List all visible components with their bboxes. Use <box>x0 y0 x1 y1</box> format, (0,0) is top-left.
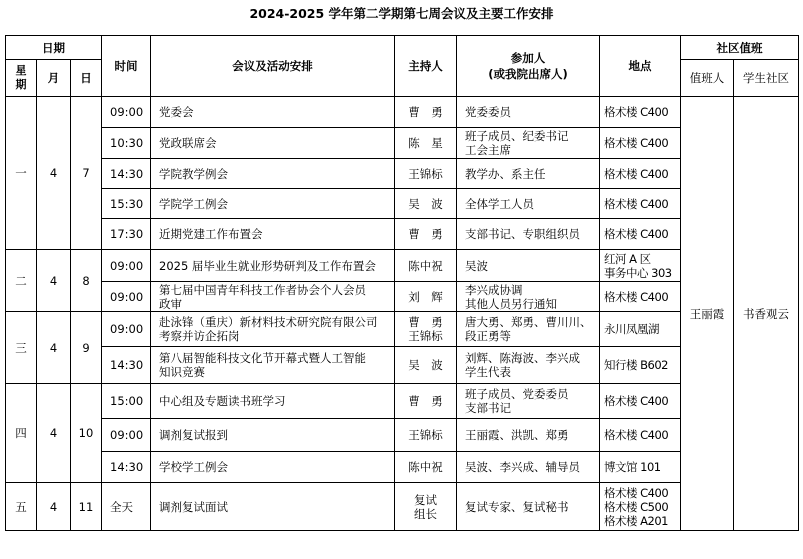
date-weekday: 四 <box>6 384 37 483</box>
host-cell: 曹 勇 <box>395 97 457 128</box>
time-cell: 14:30 <box>102 159 151 189</box>
host-cell: 复试 组长 <box>395 483 457 531</box>
time-cell: 09:00 <box>102 97 151 128</box>
location-cell: 格术楼 C400 <box>600 282 681 312</box>
participants-cell: 刘辉、陈海波、李兴成 学生代表 <box>457 347 600 384</box>
participants-cell: 唐大勇、郑勇、曹川川、 段正勇等 <box>457 312 600 347</box>
header-time: 时间 <box>102 36 151 97</box>
date-weekday: 三 <box>6 312 37 384</box>
header-duty: 值班人 <box>681 60 734 97</box>
location-cell: 格术楼 C400 <box>600 419 681 452</box>
time-cell: 17:30 <box>102 219 151 250</box>
host-cell: 王锦标 <box>395 419 457 452</box>
host-cell: 陈中祝 <box>395 250 457 282</box>
host-cell: 王锦标 <box>395 159 457 189</box>
date-day: 8 <box>71 250 102 312</box>
table-row <box>6 189 799 219</box>
time-cell: 15:30 <box>102 189 151 219</box>
table-row <box>6 347 799 384</box>
event-cell: 学院学工例会 <box>151 189 395 219</box>
event-cell: 中心组及专题读书班学习 <box>151 384 395 419</box>
date-weekday: 二 <box>6 250 37 312</box>
location-cell: 格术楼 C400 格术楼 C500 格术楼 A201 <box>600 483 681 531</box>
location-cell: 知行楼 B602 <box>600 347 681 384</box>
time-cell: 09:00 <box>102 282 151 312</box>
time-cell: 09:00 <box>102 250 151 282</box>
location-cell: 格术楼 C400 <box>600 384 681 419</box>
time-cell: 全天 <box>102 483 151 531</box>
date-month: 4 <box>37 312 71 384</box>
schedule-table <box>5 35 799 531</box>
table-row <box>6 312 799 347</box>
location-cell: 格术楼 C400 <box>600 189 681 219</box>
header-event: 会议及活动安排 <box>151 36 395 97</box>
event-cell: 学校学工例会 <box>151 452 395 483</box>
header-weekday: 星期 <box>6 60 37 97</box>
student-community-cell: 书香观云 <box>734 97 799 531</box>
location-cell: 格术楼 C400 <box>600 128 681 159</box>
event-cell: 第七届中国青年科技工作者协会个人会员 政审 <box>151 282 395 312</box>
participants-cell: 吴波 <box>457 250 600 282</box>
date-day: 9 <box>71 312 102 384</box>
host-cell: 曹 勇 <box>395 384 457 419</box>
host-cell: 刘 辉 <box>395 282 457 312</box>
header-participants-line2: (或我院出席人) <box>488 67 568 81</box>
participants-cell: 班子成员、纪委书记 工会主席 <box>457 128 600 159</box>
page-title: 2024-2025 学年第二学期第七周会议及主要工作安排 <box>249 6 554 21</box>
header-month: 月 <box>37 60 71 97</box>
time-cell: 10:30 <box>102 128 151 159</box>
header-community: 社区值班 <box>681 36 799 60</box>
participants-cell: 党委委员 <box>457 97 600 128</box>
participants-cell: 支部书记、专职组织员 <box>457 219 600 250</box>
event-cell: 第八届智能科技文化节开幕式暨人工智能 知识竞赛 <box>151 347 395 384</box>
participants-cell: 李兴成协调 其他人员另行通知 <box>457 282 600 312</box>
host-cell: 陈中祝 <box>395 452 457 483</box>
table-row <box>6 219 799 250</box>
table-row <box>6 384 799 419</box>
event-cell: 调剂复试报到 <box>151 419 395 452</box>
participants-cell: 全体学工人员 <box>457 189 600 219</box>
date-month: 4 <box>37 384 71 483</box>
location-cell: 格术楼 C400 <box>600 219 681 250</box>
event-cell: 学院教学例会 <box>151 159 395 189</box>
event-cell: 调剂复试面试 <box>151 483 395 531</box>
date-day: 10 <box>71 384 102 483</box>
host-cell: 陈 星 <box>395 128 457 159</box>
location-cell: 红河 A 区 事务中心 303 <box>600 250 681 282</box>
participants-cell: 教学办、系主任 <box>457 159 600 189</box>
host-cell: 吴 波 <box>395 189 457 219</box>
event-cell: 党政联席会 <box>151 128 395 159</box>
participants-cell: 复试专家、复试秘书 <box>457 483 600 531</box>
time-cell: 14:30 <box>102 452 151 483</box>
header-day: 日 <box>71 60 102 97</box>
schedule-body <box>6 97 799 531</box>
table-row <box>6 97 799 128</box>
table-row <box>6 250 799 282</box>
table-row <box>6 282 799 312</box>
duty-cell: 王丽霞 <box>681 97 734 531</box>
location-cell: 格术楼 C400 <box>600 159 681 189</box>
header-host: 主持人 <box>395 36 457 97</box>
participants-cell: 吴波、李兴成、辅导员 <box>457 452 600 483</box>
host-cell: 曹 勇 王锦标 <box>395 312 457 347</box>
date-month: 4 <box>37 250 71 312</box>
date-month: 4 <box>37 483 71 531</box>
event-cell: 2025 届毕业生就业形势研判及工作布置会 <box>151 250 395 282</box>
location-cell: 格术楼 C400 <box>600 97 681 128</box>
participants-cell: 班子成员、党委委员 支部书记 <box>457 384 600 419</box>
header-location: 地点 <box>600 36 681 97</box>
host-cell: 吴 波 <box>395 347 457 384</box>
header-participants-line1: 参加人 <box>510 51 546 65</box>
table-row <box>6 452 799 483</box>
event-cell: 赴泳锋（重庆）新材料技术研究院有限公司 考察并访企拓岗 <box>151 312 395 347</box>
time-cell: 09:00 <box>102 419 151 452</box>
time-cell: 15:00 <box>102 384 151 419</box>
event-cell: 近期党建工作布置会 <box>151 219 395 250</box>
time-cell: 09:00 <box>102 312 151 347</box>
table-row <box>6 483 799 531</box>
date-day: 11 <box>71 483 102 531</box>
table-row <box>6 419 799 452</box>
location-cell: 永川凤凰湖 <box>600 312 681 347</box>
participants-cell: 王丽霞、洪凯、郑勇 <box>457 419 600 452</box>
table-row <box>6 128 799 159</box>
location-cell: 博文馆 101 <box>600 452 681 483</box>
header-student-community: 学生社区 <box>734 60 799 97</box>
event-cell: 党委会 <box>151 97 395 128</box>
time-cell: 14:30 <box>102 347 151 384</box>
date-month: 4 <box>37 97 71 250</box>
host-cell: 曹 勇 <box>395 219 457 250</box>
date-day: 7 <box>71 97 102 250</box>
date-weekday: 一 <box>6 97 37 250</box>
table-row <box>6 159 799 189</box>
date-weekday: 五 <box>6 483 37 531</box>
header-date: 日期 <box>6 36 102 60</box>
header-participants <box>457 36 600 97</box>
